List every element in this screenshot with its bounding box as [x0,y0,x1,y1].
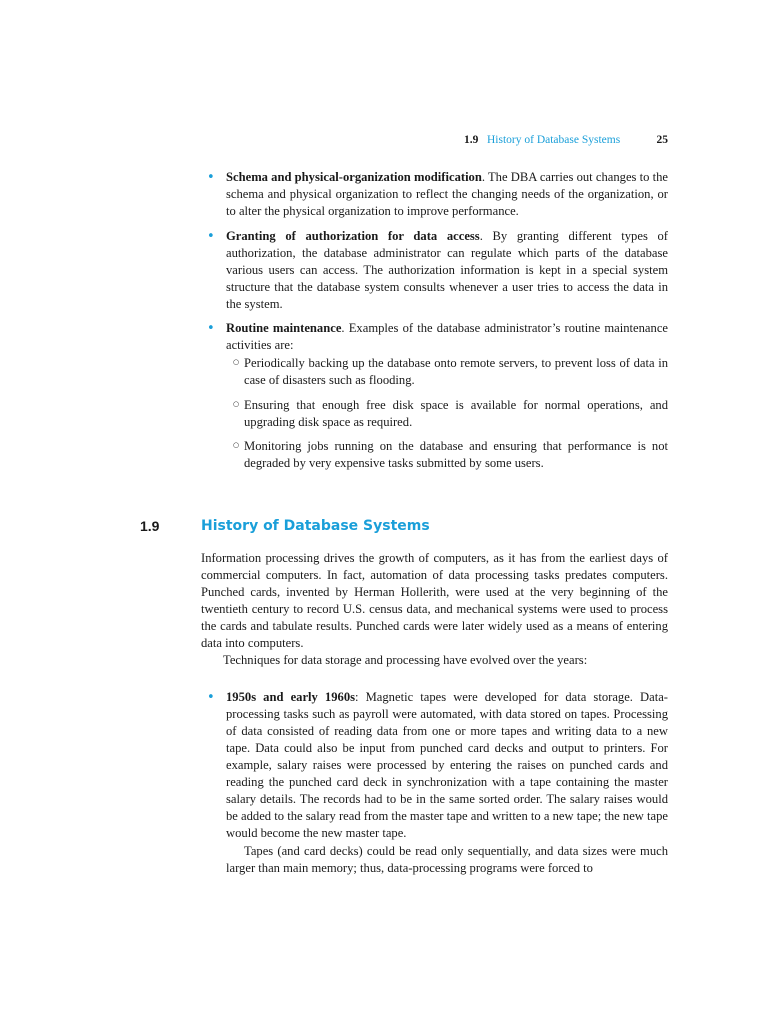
section-title: History of Database Systems [201,518,430,534]
sub-bullet-icon: ○ [233,441,240,449]
list-item [226,169,668,220]
list-item-text: . The DBA carries out changes to the schema and physical organization to reflect the changing needs of the organization, or to alter the physical organization to improve performance. [226,170,668,218]
sub-bullet-icon: ○ [233,400,240,408]
list-item-heading: Schema and physical-organization modification [226,170,482,184]
sub-bullet-icon: ○ [233,358,240,366]
paragraph: Tapes (and card decks) could be read only sequentially, and data sizes were much larger than main memory; thus, data-processing programs were forced to [226,844,668,875]
list-item [226,320,668,354]
paragraph: Techniques for data storage and processing have evolved over the years: [223,653,588,667]
header-section-number: 1.9 [464,134,479,146]
section-number: 1.9 [140,518,160,534]
list-item-text: . By granting different types of authorization, the database administrator can regulate which parts of the database various users can access. The authorization information is kept in a special system structure that the database system consults whenever a user tries to access the data in the system. [226,229,668,311]
sub-list-item: Ensuring that enough free disk space is available for normal operations, and upgrading disk space as required. [244,398,668,429]
list-item-heading: Routine maintenance [226,321,342,335]
bullet-icon: • [207,321,215,336]
header-section-title: History of Database Systems [487,134,621,146]
list-item-heading: Granting of authorization for data access [226,229,480,243]
sub-list-item: Periodically backing up the database onto remote servers, to prevent loss of data in case of disasters such as flooding. [244,356,668,387]
list-item-heading: 1950s and early 1960s [226,690,356,704]
page-number: 25 [656,134,668,146]
list-item-text: . Examples of the database administrator’s routine maintenance activities are: [226,321,668,352]
list-item-text: : Magnetic tapes were developed for data storage. Data-processing tasks such as payroll were automated, with data stored on tapes. Processing of data consisted of reading data from one or more tapes and writing data to a new tape. Data could also be input from punched card decks and output to printers. For example, salary raises were processed by entering the raises on punched cards and reading the punched card deck in synchronization with a tape containing the master salary details. The records had to be in the same sorted order. The salary raises would be added to the salary read from the master tape and written to a new tape; the new tape would become the new master tape. [226,690,668,840]
paragraph: Information processing drives the growth of computers, as it has from the earliest days of commercial computers. In fact, automation of data processing tasks predates computers. Punched cards, invented by Herman Hollerith, were used at the very beginning of the twentieth century to record U.S. census data, and mechanical systems were used to process the cards and tabulate results. Punched cards were later widely used as a means of entering data into computers. [201,551,668,650]
bullet-icon: • [207,170,215,185]
bullet-icon: • [207,690,215,705]
sub-list-item: Monitoring jobs running on the database and ensuring that performance is not degraded by very expensive tasks submitted by some users. [244,439,668,470]
bullet-icon: • [207,229,215,244]
running-header [440,132,668,148]
list-item [226,228,668,313]
list-item [226,689,668,842]
